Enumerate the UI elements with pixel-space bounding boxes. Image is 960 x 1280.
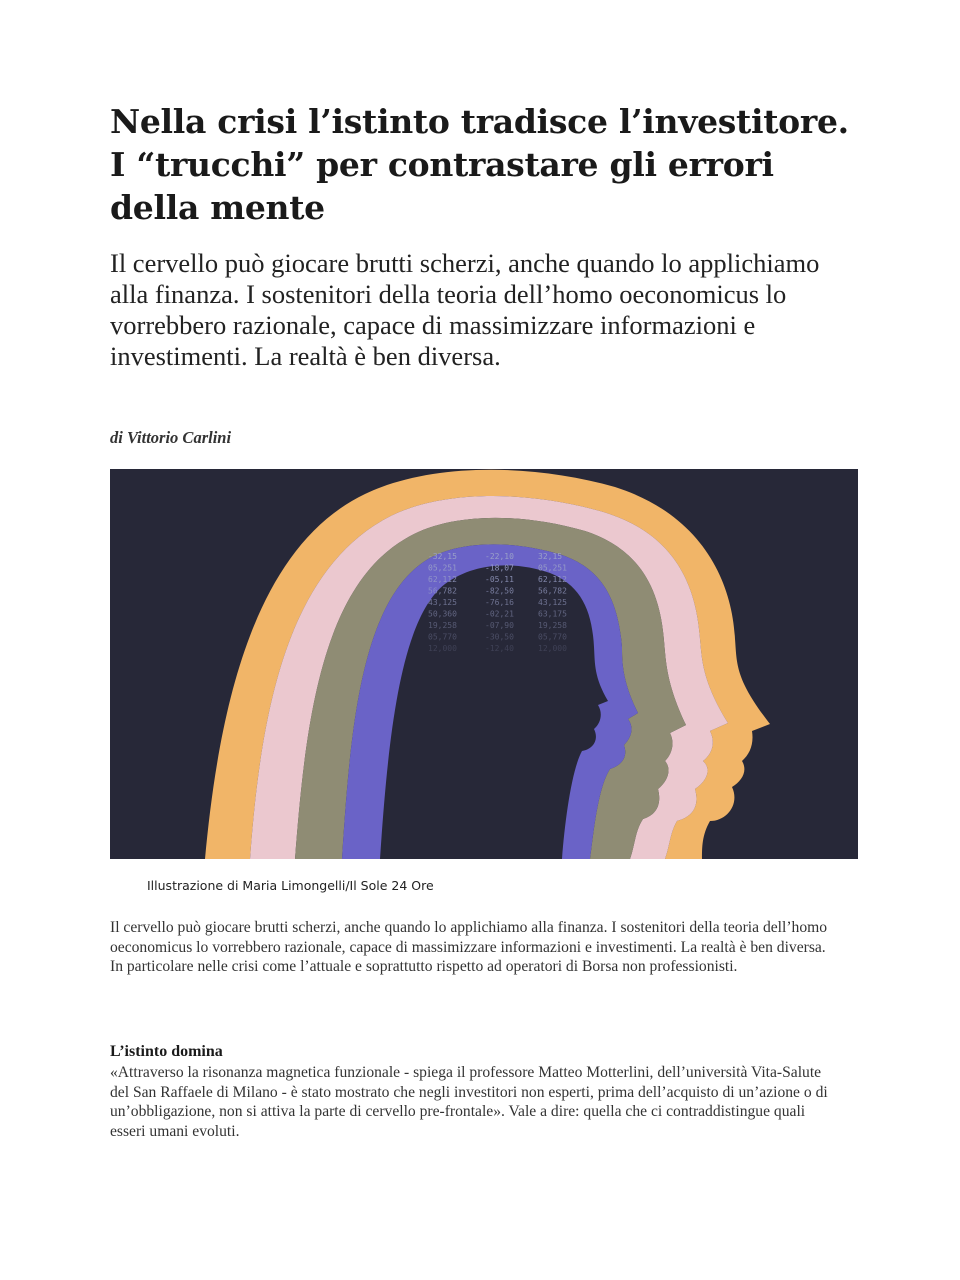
article-title: Nella crisi l’istinto tradisce l’investitore. I “trucchi” per contrastare gli errori della mente (110, 102, 849, 227)
ticker-number: -07,90 (485, 621, 514, 630)
section-paragraph: «Attraverso la risonanza magnetica funzionale - spiega il professore Matteo Motterlini, dell’università Vita-Salute del San Raffaele di Milano - è stato mostrato che negli investitori non esperti, prima dell’acquisto di un’azione o di un’obbligazione, non si attiva la parte di cervello pre-frontale». Vale a dire: quella che ci contraddistingue quali esseri umani evoluti. (110, 1064, 828, 1140)
ticker-number: 05,251 (428, 563, 457, 573)
ticker-number: 05,770 (428, 632, 457, 642)
section-heading: L’istinto domina (110, 1043, 223, 1060)
ticker-number: 43,125 (538, 598, 567, 607)
ticker-number: 05,251 (538, 563, 567, 573)
hero-illustration (110, 469, 858, 859)
ticker-number: -30,50 (485, 632, 514, 642)
ticker-number: 19,258 (538, 621, 567, 630)
ticker-number: -82,50 (485, 586, 514, 596)
ticker-number: -18,07 (485, 563, 514, 573)
article-subtitle: Il cervello può giocare brutti scherzi, anche quando lo applichiamo alla finanza. I sostenitori della teoria dell’homo oeconomicus lo vorrebbero razionale, capace di massimizzare informazioni e investimenti. La realtà è ben diversa. (110, 248, 820, 371)
ticker-number: 43,125 (428, 598, 457, 607)
byline: di Vittorio Carlini (110, 428, 232, 447)
image-caption: Illustrazione di Maria Limongelli/Il Sole 24 Ore (147, 878, 434, 893)
ticker-number: 12,000 (538, 644, 567, 653)
ticker-number: 56,782 (428, 586, 457, 596)
head-profiles-illustration (110, 469, 858, 859)
ticker-number: 19,258 (428, 621, 457, 630)
ticker-number: -22,10 (485, 552, 514, 561)
ticker-number: 63,175 (538, 609, 567, 619)
ticker-number: -05,11 (485, 575, 514, 584)
ticker-number: -02,21 (485, 609, 514, 619)
intro-paragraph: Il cervello può giocare brutti scherzi, anche quando lo applichiamo alla finanza. I sostenitori della teoria dell’homo oeconomicus lo vorrebbero razionale, capace di massimizzare informazioni e investimenti. La realtà è ben diversa. In particolare nelle crisi come l’attuale e soprattutto rispetto ad operatori di Borsa non professionisti. (110, 919, 828, 975)
ticker-number: 32,15 (538, 552, 563, 561)
ticker-number: -12,40 (485, 644, 514, 653)
ticker-number: 50,360 (428, 609, 457, 619)
ticker-number: 62,112 (428, 575, 457, 584)
stock-ticker-numbers (428, 552, 567, 653)
ticker-number: -32,15 (428, 552, 457, 561)
ticker-number: 56,782 (538, 586, 567, 596)
ticker-number: 05,770 (538, 632, 567, 642)
ticker-number: 12,000 (428, 644, 457, 653)
ticker-number: -76,16 (485, 598, 514, 607)
ticker-number: 62,112 (538, 575, 567, 584)
